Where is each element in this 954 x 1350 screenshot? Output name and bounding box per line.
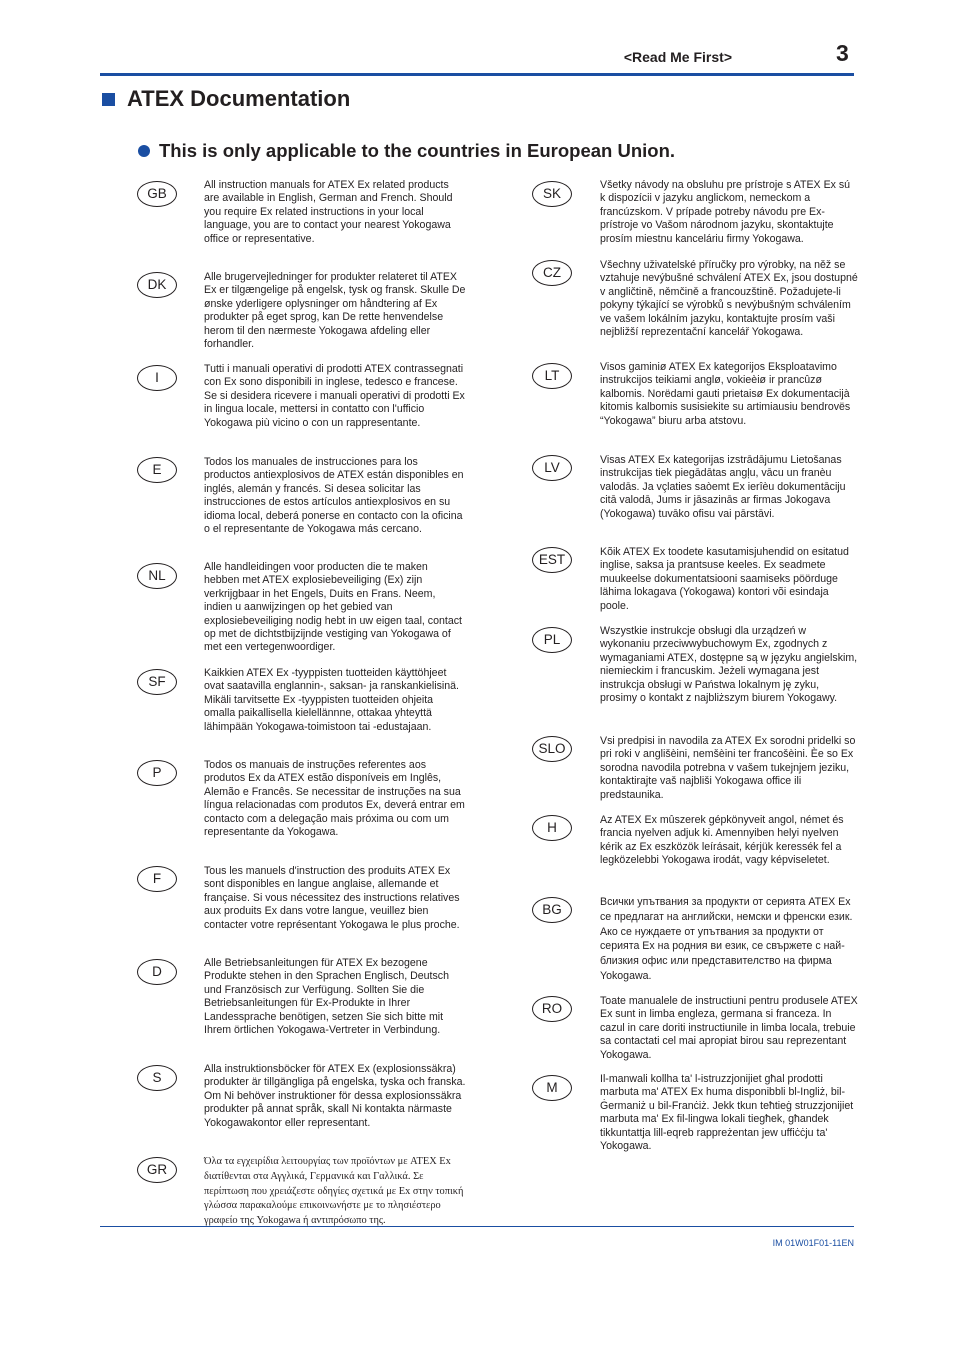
language-notice-text: Wszystkie instrukcje obsługi dla urządzeń w wykonaniu przeciwwybuchowym Ex, zgodnych z wymaganiami ATEX, dostępne są w języku angielskim, niemieckim i francuskim. Jeżeli wymagana jest instrukcja obsługi w Państwa lokalnym ję zyku, prosimy o kontakt z najbliższym biurem Yokogawy. [600,625,858,705]
language-notice-text: Všechny uživatelské příručky pro výrobky, na něž se vztahuje nevýbušné schválení ATEX Ex, jsou dostupné v angličtině, němčině a francouzštině. Požadujete-li pokyny týkající se výrobků s nevýbušným schválením ve vašem lokálním jazyku, kontaktujte prosím vaši nejbližší reprezentační kancelář Yokogawa. [600,259,858,339]
language-notice-text: Alla instruktionsböcker för ATEX Ex (explosionssäkra) produkter är tillgängliga på engelska, tyska och franska. Om Ni behöver instruktioner för dessa explosionssäkra produkter på annat språk, skall Ni kontakta närmaste Yokogawakontor eller representant. [204,1063,466,1129]
language-code-badge: NL [137,563,177,589]
page-number: 3 [836,40,849,66]
language-notice-text: Όλα τα εγχειρίδια λειτουργίας των προϊόντων με ATEX Ex διατίθενται στα Αγγλικά, Γερμανικά και Γαλλικά. Σε περίπτωση που χρειάζεστε οδηγίες σχετικά με Ex στην τοπική γλώσσα παρακαλούμε επικοινωνήστε με το πλησιέστερο γραφείο της Yokogawa ή αντιπρόσωπο της. [204,1156,464,1227]
language-notice-text: Kaikkien ATEX Ex -tyyppisten tuotteiden käyttöhjeet ovat saatavilla englannin-, saksan- ja ranskankielisinä. Mikäli tarvitsette Ex -tyyppisten tuotteiden ohjeita omalla paikallisella kielellännne, ottakaa yhteyttä lähimpään Yokogawa-toimistoon tai -edustajaan. [204,667,459,733]
language-notice-text: Visos gaminiø ATEX Ex kategorijos Eksploatavimo instrukcijos teikiami anglø, vokieèiø ir prancûzø kalbomis. Norëdami gauti prietaisø Ex dokumentacijà kitomis kalbomis susisiekite su artimiausiu bendrovës “Yokogawa” biuru arba atstovu. [600,361,851,427]
language-code-badge: S [137,1065,177,1091]
language-notice-text: Visas ATEX Ex kategorijas izstrādājumu Lietošanas instrukcijas tiek piegādātas angļu, vācu un franèu valodās. Ja vçlaties saòemt Ex ierîèu dokumentāciju citā valodā, Jums ir jāsazinās ar firmas Jokogava (Yokogawa) tuvāko ofisu vai pārstāvi. [600,454,846,520]
language-code-badge: SK [532,181,572,207]
language-notice-text: Alle Betriebsanleitungen für ATEX Ex bezogene Produkte stehen in den Sprachen Englisch, Deutsch und Französisch zur Verfügung. Sollten Sie die Betriebsanleitungen für Ex-Produkte in Ihrer Landessprache benötigen, setzen Sie sich bitte mit Ihrem örtlichen Yokogawa-Vertreter in Verbindung. [204,957,449,1037]
language-code-badge: E [137,457,177,483]
language-code-badge: D [137,959,177,985]
language-notice-text: Az ATEX Ex mûszerek gépkönyveit angol, német és francia nyelven adjuk ki. Amennyiben helyi nyelven kérik az Ex eszközök leírásait, kérjük keressék fel a legközelebbi Yokogawa irodát, vagy képviseletet. [600,814,844,867]
language-code-badge: BG [532,897,572,923]
language-code-badge: LV [532,455,572,481]
language-code-badge: RO [532,996,572,1022]
language-notice-text: Toate manualele de instructiuni pentru produsele ATEX Ex sunt in limba engleza, germana si franceza. In cazul in care doriti instructiunile in limba locala, trebuie sa contactati cel mai apropiat birou sau reprezentant Yokogawa. [600,995,858,1061]
language-notice-text: Všetky návody na obsluhu pre prístroje s ATEX Ex sú k dispozícii v jazyku anglickom, nemeckom a francúzskom. V prípade potreby návodu pre Ex-prístroje vo Vašom národnom jazyku, skontaktujte prosím miestnu kanceláriu firmy Yokogawa. [600,179,851,245]
language-code-badge: EST [532,547,572,573]
language-code-badge: LT [532,363,572,389]
document-number: IM 01W01F01-11EN [772,1238,854,1248]
language-code-badge: CZ [532,260,572,286]
language-code-badge: I [137,365,177,391]
language-code-badge: GR [137,1157,177,1183]
language-notice-text: Vsi predpisi in navodila za ATEX Ex sorodni pridelki so pri roki v anglišèini, nemšèini ter francošèini. Èe so Ex sorodna navodila potrebna v vašem tukejnjem jeziku, kontaktirajte vaš najbliši Yokogawa office ili predstaunika. [600,735,856,801]
header-label: <Read Me First> [623,49,732,65]
language-notice-text: Il-manwali kollha ta' l-istruzzjonijiet għal prodotti marbuta ma' ATEX Ex huma disponibbli bl-Ingliż, bil-Ġermaniż u bil-Franċiż. Jekk tkun teħtieġ struzzjonijiet marbuta ma' Ex fil-lingwa lokali tiegħek, għandek tikkuntattja lill-eqreb rappreżentan jew uffiċċju ta' Yokogawa. [600,1073,854,1153]
language-code-badge: GB [137,181,177,207]
language-code-badge: DK [137,272,177,298]
language-code-badge: H [532,815,572,841]
subsection-title: This is only applicable to the countries in European Union. [159,140,676,161]
language-notice-text: Kõik ATEX Ex toodete kasutamisjuhendid on esitatud inglise, saksa ja prantsuse keeles. Ex seadmete muukeelse dokumentatsiooni saamiseks pöörduge lähima lokagava (Yokogawa) kontori või esindaja poole. [600,546,849,612]
bullet-dot-icon [138,145,150,157]
language-notice-text: All instruction manuals for ATEX Ex related products are available in English, German and French. Should you require Ex related instructions in your local language, you are to contact your nearest Yokogawa office or representative. [204,179,453,245]
language-code-badge: SLO [532,736,572,762]
language-code-badge: SF [137,669,177,695]
language-code-badge: M [532,1075,572,1101]
header-rule [100,73,854,76]
language-notice-text: Todos os manuais de instruções referentes aos produtos Ex da ATEX estão disponíveis em Inglês, Alemão e Francês. Se necessitar de instruções na sua língua relacionadas com produtos Ex, deverá entrar em contacto com a delegação mais próxima ou com um representante da Yokogawa. [204,759,465,839]
language-notice-text: Todos los manuales de instrucciones para los productos antiexplosivos de ATEX están disponibles en inglés, alemán y francés. Si desea solicitar las instrucciones de estos artículos antiexplosivos en su idioma local, deberá ponerse en contacto con la oficina o el representante de Yokogawa más cercano. [204,456,464,536]
language-code-badge: P [137,760,177,786]
section-title: ATEX Documentation [127,86,351,111]
language-notice-text: Alle handleidingen voor producten die te maken hebben met ATEX explosiebeveiliging (Ex) zijn verkrijgbaar in het Engels, Duits en Frans. Neem, indien u aanwijzingen op het gebied van explosiebeveiliging nodig hebt in uw eigen taal, contact op met de dichtstbijzijnde vestiging van Yokogawa of met een vertegenwoordiger. [204,561,462,654]
language-notice-text: Всички упътвания за продукти от серията ATEX Ex се предлагат на английски, немски и френски език. Ако се нуждаете от упътвания за продукти от серията Ex на родния ви език, се свържете с най-близкия офис или представителство на фирма Yokogawa. [600,896,853,982]
section-square-icon [102,93,115,106]
language-code-badge: F [137,866,177,892]
language-notice-text: Alle brugervejledninger for produkter relateret til ATEX Ex er tilgængelige på engelsk, tysk og fransk. Skulle De ønske yderligere oplysninger om håndtering af Ex produkter på eget sprog, kan De rette henvendelse herom til den nærmeste Yokogawa afdeling eller forhandler. [204,271,466,351]
language-code-badge: PL [532,627,572,653]
language-notice-text: Tous les manuels d'instruction des produits ATEX Ex sont disponibles en langue anglaise, allemande et française. Si vous nécessitez des instructions relatives aux produits Ex dans votre langue, veuillez bien contacter votre représentant Yokogawa le plus proche. [204,865,460,931]
language-notice-text: Tutti i manuali operativi di prodotti ATEX contrassegnati con Ex sono disponibili in inglese, tedesco e francese. Se si desidera ricevere i manuali operativi di prodotti Ex in lingua locale, mettersi in contatto con l'ufficio Yokogawa più vicino o con un rappresentante. [204,363,465,429]
footer-rule [100,1226,854,1227]
